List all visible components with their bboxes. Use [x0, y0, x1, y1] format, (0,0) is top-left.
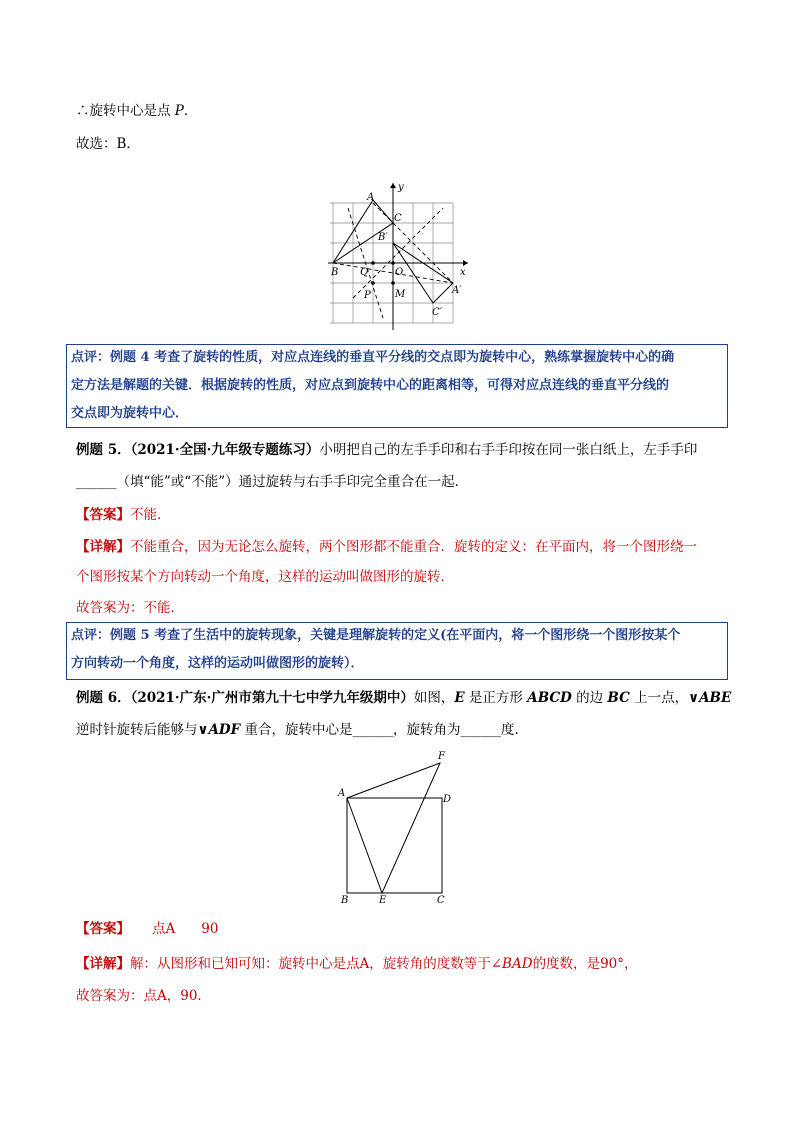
label-y: y: [398, 182, 404, 193]
triangles-abe-adf: [347, 763, 440, 893]
example-5-detail-line-1: 【详解】不能重合，因为无论怎么旋转，两个图形都不能重合．旋转的定义：在平面内，将一个图形绕一: [76, 539, 697, 555]
axis-arrows: [390, 183, 468, 266]
example-6-answer: 【答案】 点A 90: [76, 921, 219, 937]
label-c: C: [394, 213, 402, 224]
figure-square-rotation: [335, 748, 460, 908]
figure-grid-rotation: [328, 178, 476, 333]
label-b: B: [341, 895, 349, 906]
review-box-example-4: 点评：例题 4 考查了旋转的性质，对应点连线的垂直平分线的交点即为旋转中心，熟练掌握旋转中心的确 定方法是解题的关键．根据旋转的性质，对应点到旋转中心的距离相等，可得对应点连线的垂直平分线的 交点即为旋转中心．: [66, 344, 728, 428]
label-f: F: [438, 751, 445, 762]
example-5-question-line-2: ______（填“能”或“不能”）通过旋转与右手手印完全重合在一起．: [76, 474, 469, 490]
conclusion-line-1: ∴旋转中心是点 P．: [76, 103, 198, 119]
label-x: x: [460, 267, 466, 278]
label-a: A: [338, 788, 346, 799]
review-box-example-5: 点评：例题 5 考查了生活中的旋转现象，关键是理解旋转的定义(在平面内，将一个图形绕一个图形按某个 方向转动一个角度，这样的运动叫做图形的旋转）．: [66, 622, 728, 680]
label-ap: A′: [452, 285, 462, 296]
example-5-question-line-1: 例题 5．（2021·全国·九年级专题练习）小明把自己的左手手印和右手手印按在同一张白纸上，左手手印: [76, 442, 698, 458]
label-b: B: [331, 267, 339, 278]
label-c: C: [437, 895, 445, 906]
conclusion-line-2: 故选：B．: [76, 136, 140, 152]
label-q: Q: [360, 267, 369, 278]
label-cp: C′: [432, 307, 442, 318]
label-m: M: [395, 289, 406, 300]
square-abcd: [347, 798, 442, 893]
example-5-detail-line-2: 个图形按某个方向转动一个角度，这样的运动叫做图形的旋转．: [76, 569, 454, 585]
label-o: O: [395, 267, 404, 278]
label-e: E: [379, 895, 387, 906]
example-6-question-line-2: 逆时针旋转后能够与∨ADF 重合，旋转中心是______，旋转角为______度.: [76, 722, 519, 738]
example-6-conclusion: 故答案为：点A，90．: [76, 988, 211, 1004]
example-5-answer: 【答案】不能．: [76, 507, 171, 523]
example-5-conclusion: 故答案为：不能．: [76, 600, 184, 616]
label-bp: B′: [378, 232, 388, 243]
label-d: D: [443, 794, 452, 805]
example-6-question-line-1: 例题 6．（2021·广东·广州市第九十七中学九年级期中）如图，E 是正方形 ABCD 的边 BC 上一点，∨ABE: [76, 690, 732, 706]
label-a: A: [367, 192, 375, 203]
label-p: P: [364, 290, 371, 301]
example-6-detail: 【详解】解：从图形和已知可知：旋转中心是点A，旋转角的度数等于∠BAD的度数，是90°，: [76, 956, 638, 972]
